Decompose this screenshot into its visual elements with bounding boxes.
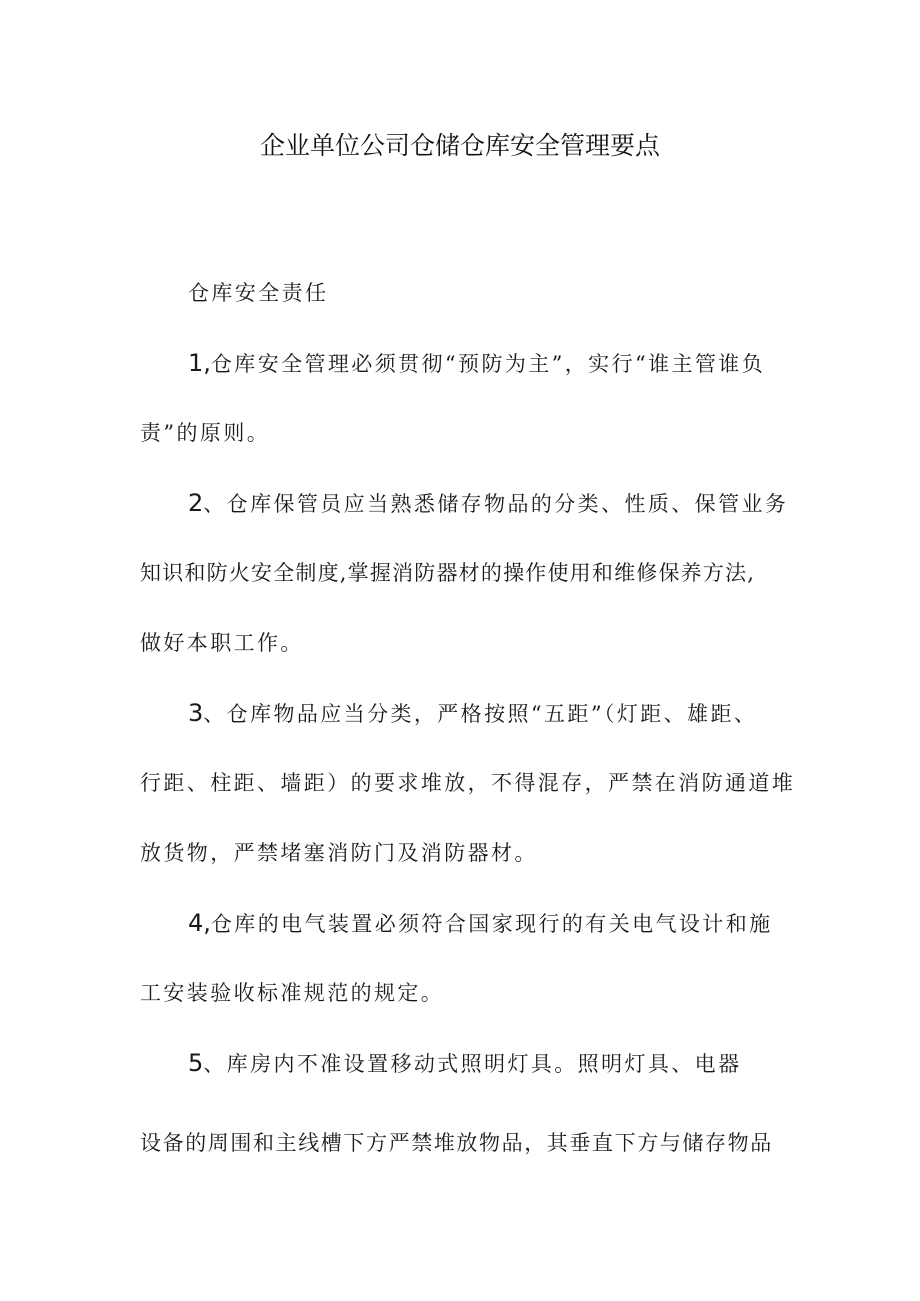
item-3-number: 3: [188, 699, 204, 727]
item-1-line-1: 1,仓库安全管理必须贯彻“预防为主”，实行“谁主管谁负: [188, 349, 766, 377]
item-1-number: 1,: [188, 349, 211, 377]
item-5-line-1: 5、库房内不准设置移动式照明灯具。照明灯具、电器: [188, 1049, 742, 1077]
item-3-line-3: 放货物，严禁堵塞消防门及消防器材。: [140, 841, 538, 865]
item-2-number: 2: [188, 489, 204, 517]
item-4-line-1: 4,仓库的电气装置必须符合国家现行的有关电气设计和施: [188, 909, 773, 937]
item-3-line-2: 行距、柱距、墙距）的要求堆放，不得混存，严禁在消防通道堆: [140, 771, 796, 795]
item-2-line-3: 做好本职工作。: [140, 631, 304, 655]
item-2-line-1: 2、仓库保管员应当熟悉储存物品的分类、性质、保管业务: [188, 489, 789, 517]
section-heading: 仓库安全责任: [188, 281, 329, 305]
item-4-number: 4,: [188, 909, 211, 937]
item-3-line-1: 3、仓库物品应当分类，严格按照“五距”（灯距、雄距、: [188, 699, 758, 727]
item-1-line-2: 责”的原则。: [140, 421, 271, 445]
item-5-number: 5: [188, 1049, 204, 1077]
document-title: 企业单位公司仓储仓库安全管理要点: [259, 131, 660, 160]
item-4-line-2: 工安装验收标准规范的规定。: [140, 981, 445, 1005]
item-2-line-2: 知识和防火安全制度,掌握消防器材的操作使用和维修保养方法,: [140, 561, 756, 585]
item-5-line-2: 设备的周围和主线槽下方严禁堆放物品，其垂直下方与储存物品: [140, 1131, 773, 1155]
